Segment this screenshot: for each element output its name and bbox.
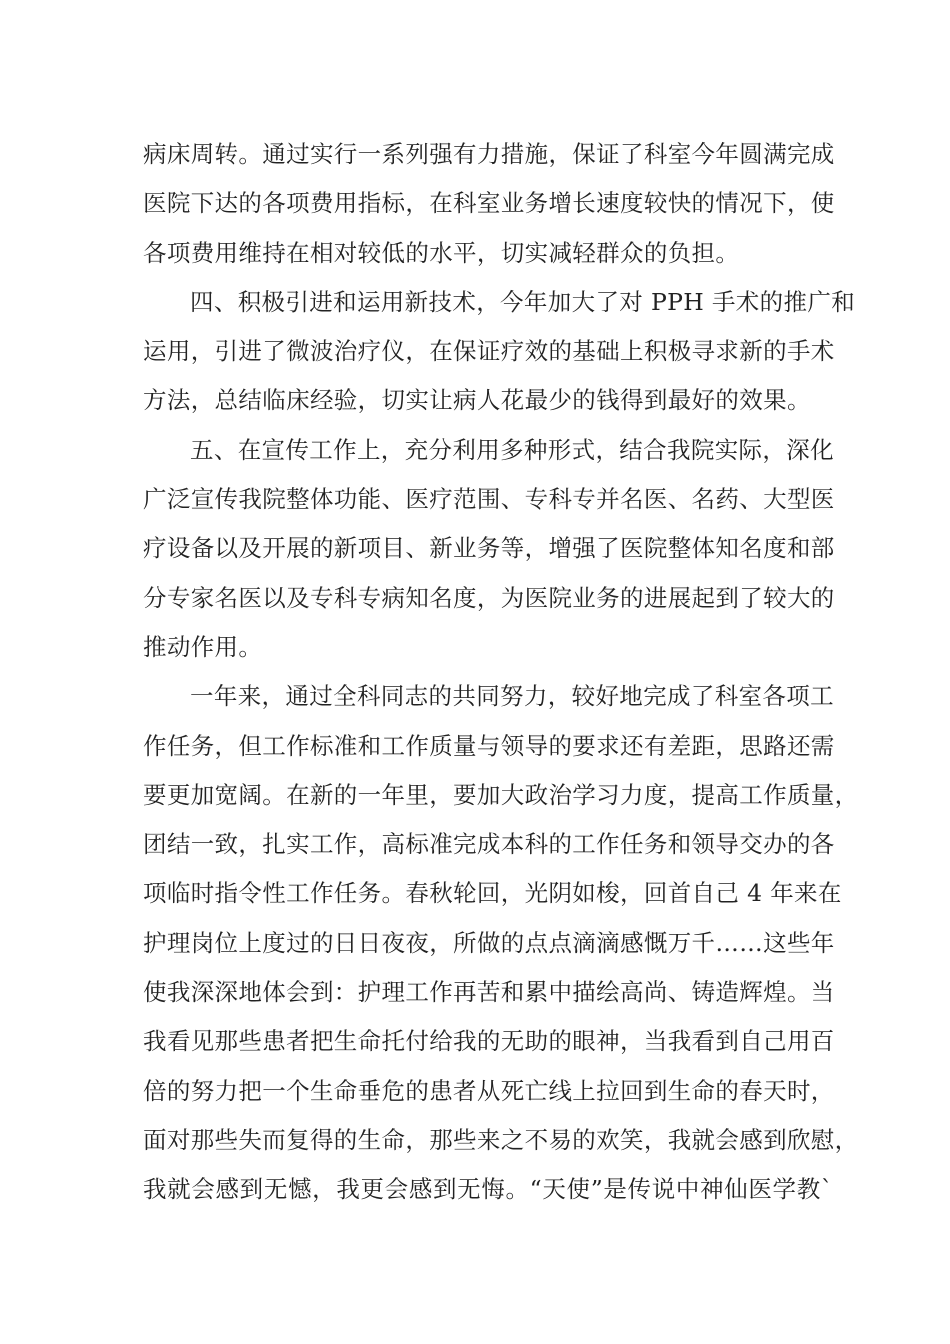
text-line: 五、在宣传工作上，充分利用多种形式，结合我院实际，深化 [190,435,834,464]
text-line: 运用，引进了微波治疗仪，在保证疗效的基础上积极寻求新的手术 [143,337,835,366]
body-text [143,130,859,1215]
text-line: 疗设备以及开展的新项目、新业务等，增强了医院整体知名度和部 [143,534,835,563]
text-line: 护理岗位上度过的日日夜夜，所做的点点滴滴感慨万千……这些年 [143,928,835,957]
text-line: 分专家名医以及专科专病知名度，为医院业务的进展起到了较大的 [143,583,835,612]
text-line: 我看见那些患者把生命托付给我的无助的眼神，当我看到自己用百 [143,1027,835,1056]
text-line: 推动作用。 [143,632,263,661]
text-line: 要更加宽阔。在新的一年里，要加大政治学习力度，提高工作质量， [143,780,859,809]
text-line: 倍的努力把一个生命垂危的患者从死亡线上拉回到生命的春天时， [143,1076,835,1105]
text-line: 医院下达的各项费用指标，在科室业务增长速度较快的情况下，使 [143,189,835,218]
text-line: 一年来，通过全科同志的共同努力，较好地完成了科室各项工 [190,682,834,711]
text-line: 四、积极引进和运用新技术，今年加大了对 PPH 手术的推广和 [190,287,856,316]
text-line: 团结一致，扎实工作，高标准完成本科的工作任务和领导交办的各 [143,830,835,859]
text-line: 广泛宣传我院整体功能、医疗范围、专科专并名医、名药、大型医 [143,485,835,514]
text-line: 病床周转。通过实行一系列强有力措施，保证了科室今年圆满完成 [143,140,835,168]
text-line: 作任务，但工作标准和工作质量与领导的要求还有差距，思路还需 [143,731,835,760]
text-line: 方法，总结临床经验，切实让病人花最少的钱得到最好的效果。 [143,386,811,415]
text-line: 我就会感到无憾，我更会感到无悔。“天使”是传说中神仙医学教` [143,1175,833,1204]
text-line: 各项费用维持在相对较低的水平，切实减轻群众的负担。 [143,238,740,267]
text-line: 使我深深地体会到：护理工作再苦和累中描绘高尚、铸造辉煌。当 [143,978,835,1007]
text-line: 项临时指令性工作任务。春秋轮回，光阴如梭，回首自己 4 年来在 [143,879,842,908]
text-line: 面对那些失而复得的生命，那些来之不易的欢笑，我就会感到欣慰， [143,1125,859,1154]
